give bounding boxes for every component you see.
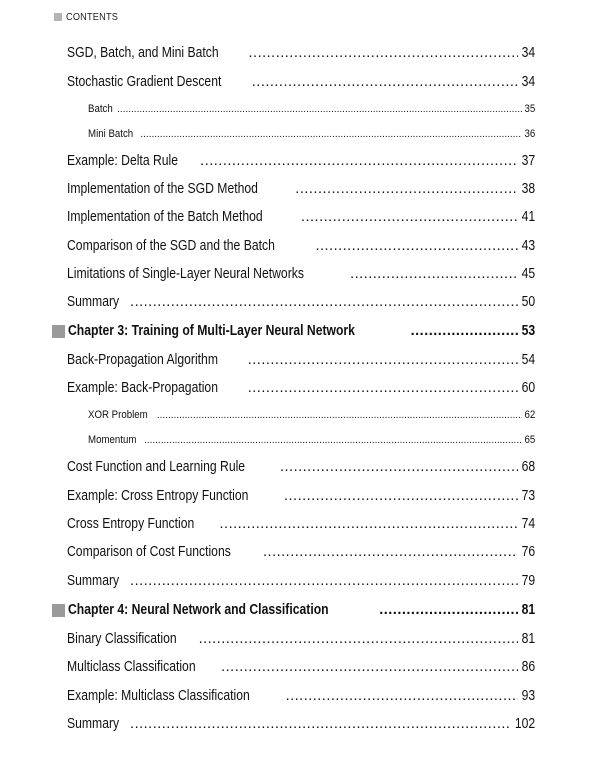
toc-entry[interactable] <box>67 542 535 562</box>
toc-subentry[interactable] <box>88 432 535 448</box>
toc-entry-title: Summary <box>67 294 120 310</box>
leader-dots <box>157 408 522 423</box>
toc-entry[interactable] <box>67 686 535 706</box>
toc-entry[interactable] <box>67 514 535 534</box>
toc-entry-page: 76 <box>521 544 535 560</box>
toc-entry[interactable] <box>67 264 535 284</box>
toc-entry-page: 81 <box>521 631 535 647</box>
toc-entry[interactable] <box>67 350 535 370</box>
toc-entry-page: 35 <box>524 103 535 115</box>
toc-entry-page: 86 <box>521 659 535 675</box>
toc-entry-page: 68 <box>521 459 535 475</box>
toc-entry[interactable] <box>67 378 535 398</box>
toc-subentry[interactable] <box>88 101 535 117</box>
toc-entry-page: 81 <box>521 602 535 618</box>
toc-subentry[interactable] <box>88 126 535 142</box>
toc-entry-title: Implementation of the Batch Method <box>67 209 263 225</box>
toc-entry[interactable] <box>67 714 535 734</box>
toc-entry[interactable] <box>67 486 535 506</box>
toc-entry-title: Stochastic Gradient Descent <box>67 74 222 90</box>
leader-dots <box>199 629 518 649</box>
running-header <box>54 9 123 25</box>
toc-entry-title: Back-Propagation Algorithm <box>67 352 218 368</box>
leader-dots <box>263 542 518 562</box>
leader-dots <box>221 657 518 677</box>
toc-entry-title: Example: Delta Rule <box>67 153 179 169</box>
toc-entry[interactable] <box>67 657 535 677</box>
leader-dots <box>252 72 518 92</box>
toc-entry-page: 93 <box>521 688 535 704</box>
leader-dots <box>200 151 518 171</box>
toc-entry-page: 50 <box>521 294 535 310</box>
toc-entry-page: 73 <box>521 488 535 504</box>
leader-dots <box>248 350 518 370</box>
toc-entry-title: XOR Problem <box>88 409 148 421</box>
toc-entry-page: 79 <box>521 573 535 589</box>
toc-entry[interactable] <box>67 72 535 92</box>
toc-entry-title: Mini Batch <box>88 128 134 140</box>
toc-entry[interactable] <box>67 571 535 591</box>
toc-entry-page: 102 <box>514 716 535 732</box>
toc-entry-page: 54 <box>521 352 535 368</box>
toc-entry-page: 60 <box>521 380 535 396</box>
toc-entry-title: Example: Multiclass Classification <box>67 688 250 704</box>
toc-entry-page: 37 <box>521 153 535 169</box>
chapter-marker-icon <box>52 604 65 617</box>
header-marker-icon <box>54 13 62 21</box>
toc-entry-page: 74 <box>521 516 535 532</box>
toc-entry[interactable] <box>67 151 535 171</box>
toc-entry-title: Binary Classification <box>67 631 177 647</box>
toc-entry-page: 45 <box>521 266 535 282</box>
toc-chapter-title: Chapter 4: Neural Network and Classification <box>68 602 329 618</box>
chapter-marker-icon <box>52 325 65 338</box>
toc-entry-page: 38 <box>521 181 535 197</box>
leader-dots <box>248 378 518 398</box>
leader-dots <box>130 714 510 734</box>
toc-entry-page: 62 <box>524 409 535 421</box>
toc-entry-title: Comparison of Cost Functions <box>67 544 231 560</box>
toc-entry-page: 43 <box>521 238 535 254</box>
leader-dots <box>144 433 522 448</box>
toc-entry-title: Implementation of the SGD Method <box>67 181 258 197</box>
toc-entry-title: Momentum <box>88 434 137 446</box>
toc-entry-title: Example: Back-Propagation <box>67 380 218 396</box>
leader-dots <box>220 514 518 534</box>
leader-dots <box>280 457 518 477</box>
leader-dots <box>379 600 518 620</box>
toc-entry[interactable] <box>67 457 535 477</box>
toc-entry-title: Cross Entropy Function <box>67 516 195 532</box>
toc-entry[interactable] <box>67 207 535 227</box>
toc-entry[interactable] <box>67 236 535 256</box>
toc-entry[interactable] <box>67 43 535 63</box>
leader-dots <box>350 264 518 284</box>
toc-entry-title: Batch <box>88 103 113 115</box>
toc-entry-title: Multiclass Classification <box>67 659 196 675</box>
toc-entry-title: Cost Function and Learning Rule <box>67 459 246 475</box>
toc-entry[interactable] <box>67 629 535 649</box>
header-label: CONTENTS <box>66 11 119 23</box>
leader-dots <box>130 571 518 591</box>
leader-dots <box>315 236 517 256</box>
toc-entry[interactable] <box>67 179 535 199</box>
toc-entry-page: 34 <box>521 45 535 61</box>
toc-entry-title: SGD, Batch, and Mini Batch <box>67 45 219 61</box>
leader-dots <box>295 179 518 199</box>
toc-entry-title: Summary <box>67 573 120 589</box>
leader-dots <box>301 207 518 227</box>
leader-dots <box>117 102 522 117</box>
toc-entry-page: 36 <box>524 128 535 140</box>
toc-subentry[interactable] <box>88 407 535 423</box>
leader-dots <box>284 486 518 506</box>
toc-entry[interactable] <box>67 292 535 312</box>
toc-entry-page: 65 <box>524 434 535 446</box>
leader-dots <box>411 321 518 341</box>
leader-dots <box>249 43 518 63</box>
toc-entry-page: 34 <box>521 74 535 90</box>
toc-entry-title: Comparison of the SGD and the Batch <box>67 238 275 254</box>
toc-entry-title: Limitations of Single-Layer Neural Networks <box>67 266 304 282</box>
toc-chapter-title: Chapter 3: Training of Multi-Layer Neural Network <box>68 323 355 339</box>
leader-dots <box>140 127 521 142</box>
toc-chapter[interactable] <box>52 321 535 341</box>
toc-entry-title: Example: Cross Entropy Function <box>67 488 249 504</box>
leader-dots <box>130 292 518 312</box>
toc-entry-page: 41 <box>521 209 535 225</box>
toc-entry-page: 53 <box>521 323 535 339</box>
toc-entry-title: Summary <box>67 716 120 732</box>
toc-chapter[interactable] <box>52 600 535 620</box>
leader-dots <box>286 686 518 706</box>
